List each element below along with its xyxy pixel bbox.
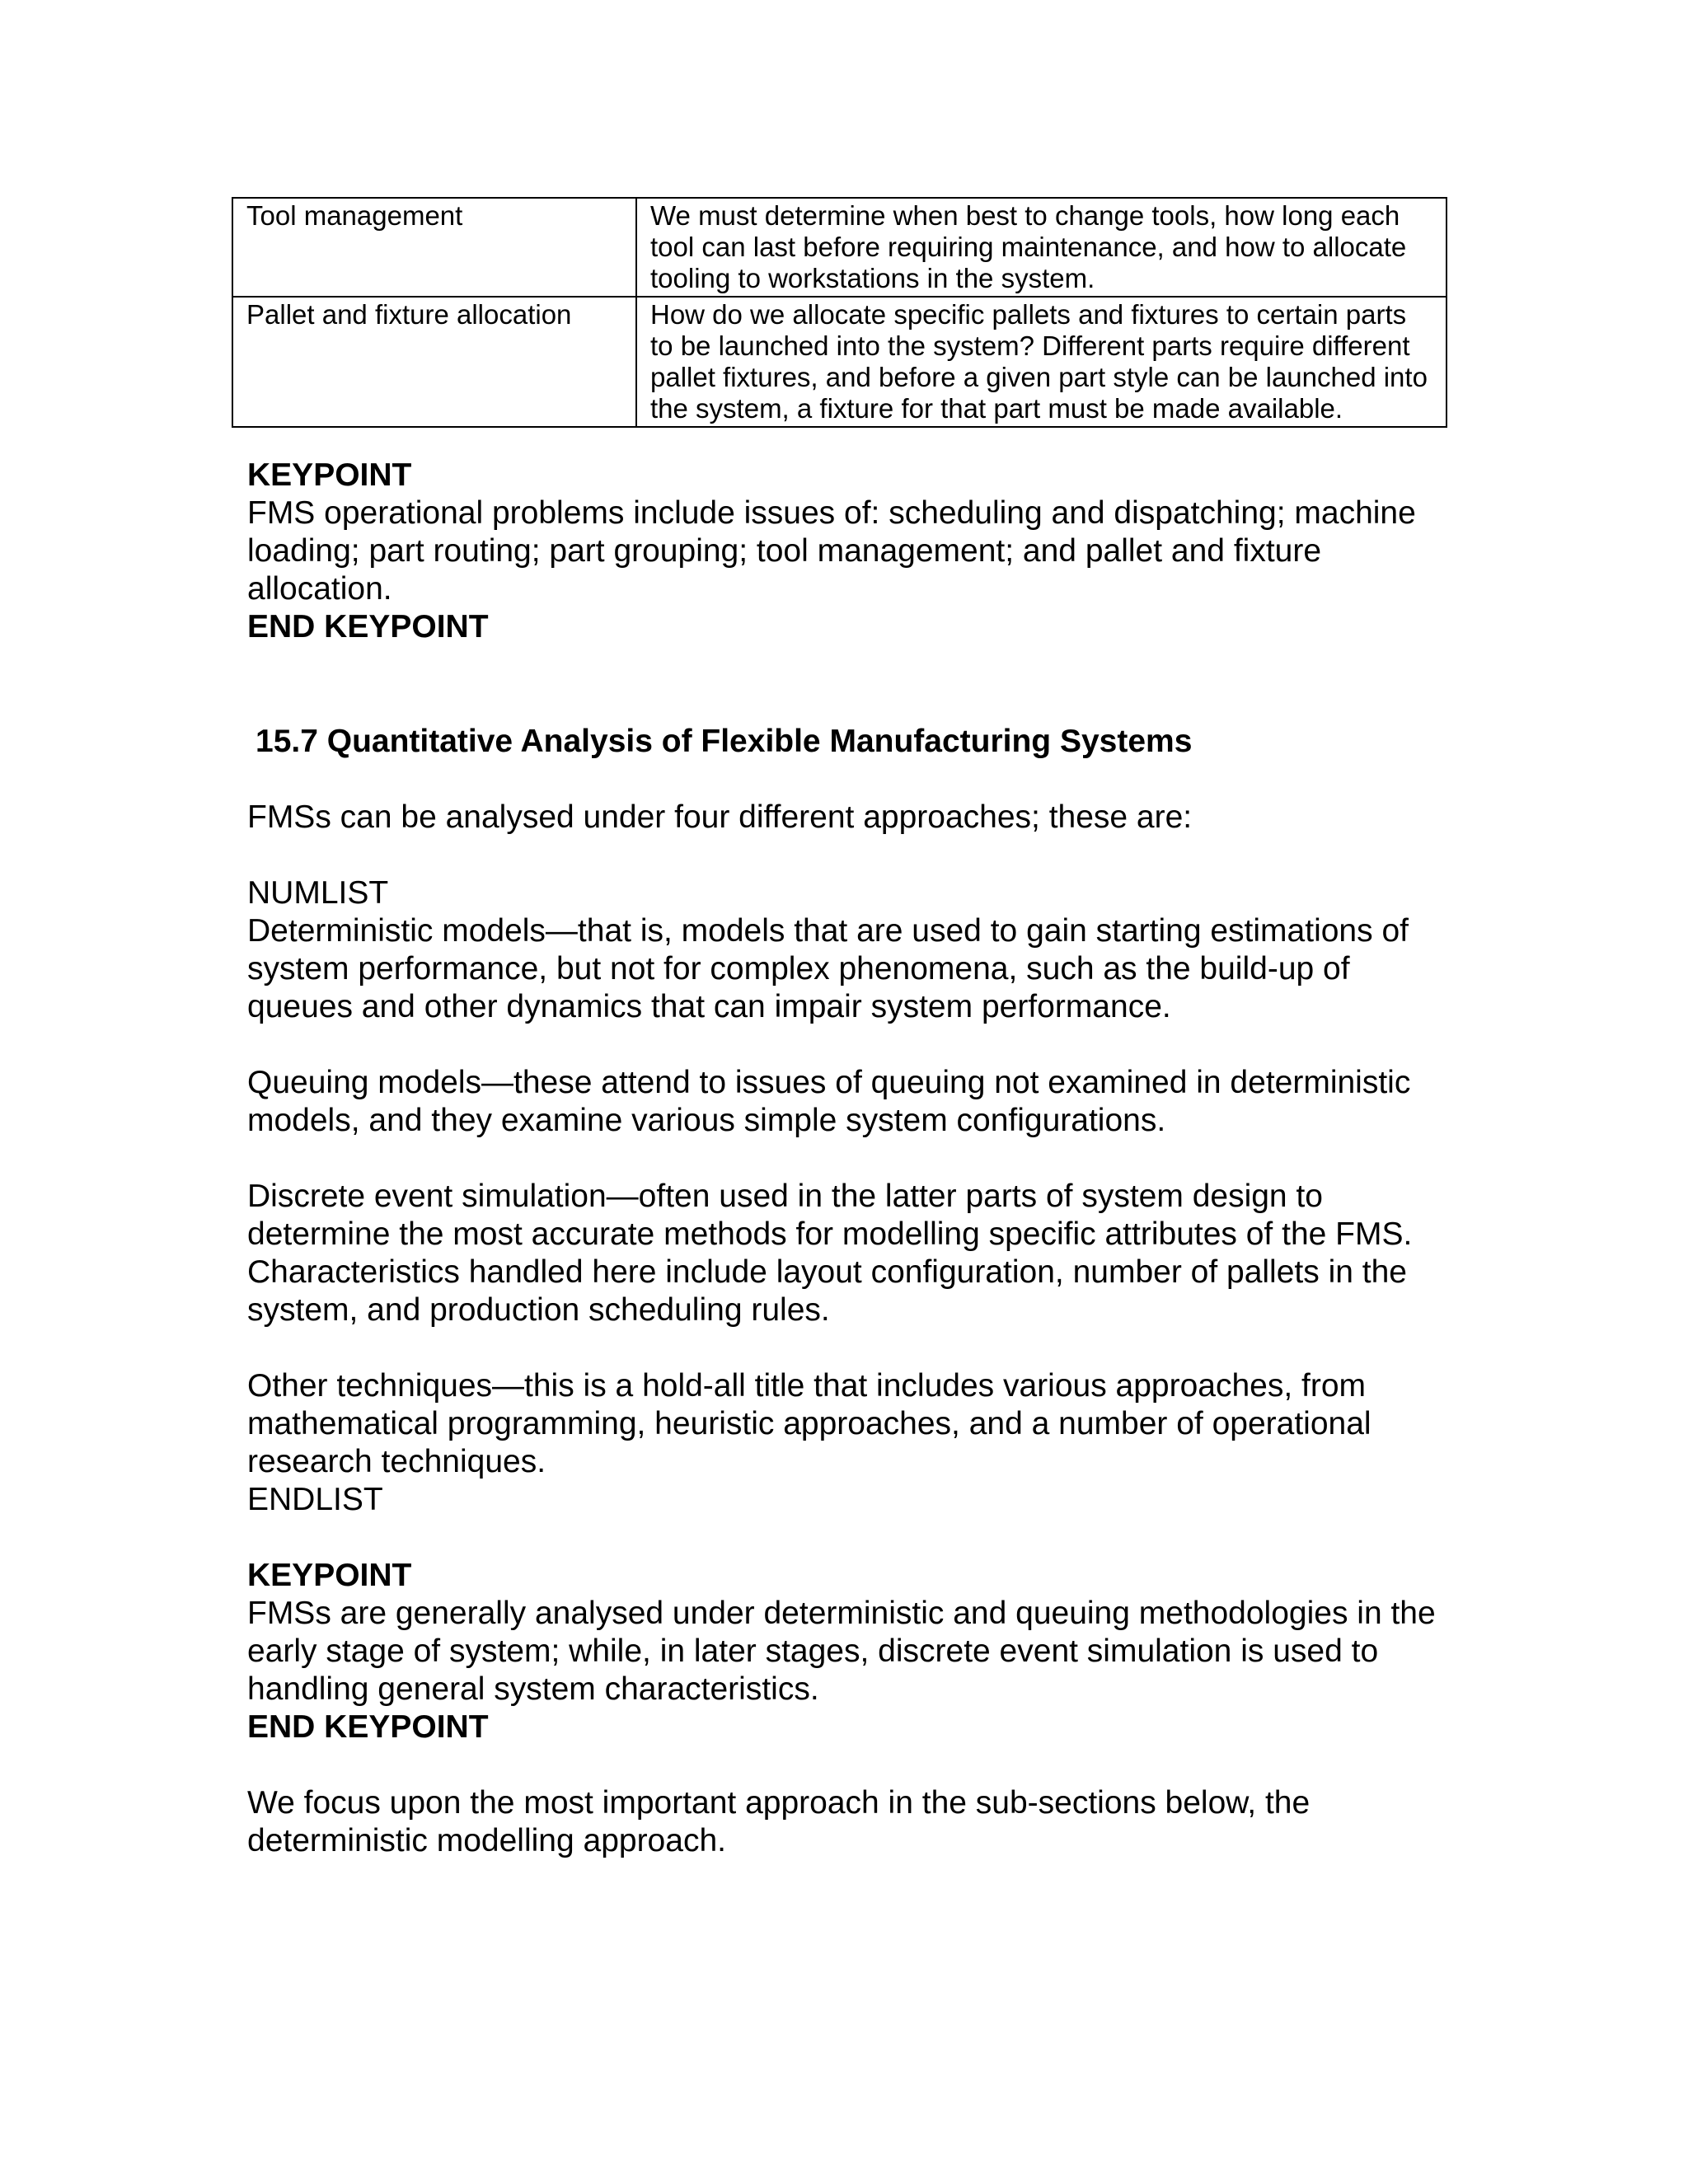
table-cell-description: How do we allocate specific pallets and fixtures to certain parts to be launched into the system? Different parts require different pallet fixtures, and before a given part style can be launched into the system, a fixture for that part must be made available. [636,297,1447,427]
list-item: Other techniques—this is a hold-all title that includes various approaches, from mathematical programming, heuristic approaches, and a number of operational research techniques. [247,1368,1372,1479]
list-end-marker: ENDLIST [247,1482,383,1517]
keypoint-start: KEYPOINT [247,457,412,493]
section-heading: 15.7 Quantitative Analysis of Flexible Manufacturing Systems [256,724,1193,759]
keypoint-end: END KEYPOINT [247,1709,489,1745]
table-cell-label: Tool management [232,198,636,297]
table-row [232,297,1447,427]
operational-problems-table [232,197,1447,428]
keypoint-end: END KEYPOINT [247,609,489,644]
table-cell-description: We must determine when best to change tools, how long each tool can last before requiring maintenance, and how to allocate tooling to workstations in the system. [636,198,1447,297]
keypoint-block-1 [247,457,1459,646]
list-item: Discrete event simulation—often used in the latter parts of system design to determine the most accurate methods for modelling specific attributes of the FMS. Characteristics handled here include layout configuration, number of pallets in the system, and production scheduling rules. [247,1179,1413,1328]
table-row [232,198,1447,297]
section-body [247,799,1459,1860]
keypoint-text: FMSs are generally analysed under deterministic and queuing methodologies in the early stage of system; while, in later stages, discrete event simulation is used to handling general system characteristics. [247,1596,1436,1707]
list-start-marker: NUMLIST [247,875,389,911]
keypoint-start: KEYPOINT [247,1558,412,1593]
keypoint-text: FMS operational problems include issues of: scheduling and dispatching; machine loading; part routing; part grouping; tool management; and pallet and fixture allocation. [247,495,1416,607]
list-item: Queuing models—these attend to issues of queuing not examined in deterministic models, and they examine various simple system configurations. [247,1065,1411,1138]
closing-paragraph: We focus upon the most important approach in the sub-sections below, the deterministic modelling approach. [247,1785,1311,1858]
table-cell-label: Pallet and fixture allocation [232,297,636,427]
section-intro: FMSs can be analysed under four different approaches; these are: [247,799,1193,835]
list-item: Deterministic models—that is, models that are used to gain starting estimations of system performance, but not for complex phenomena, such as the build-up of queues and other dynamics that can impair system performance. [247,913,1409,1024]
